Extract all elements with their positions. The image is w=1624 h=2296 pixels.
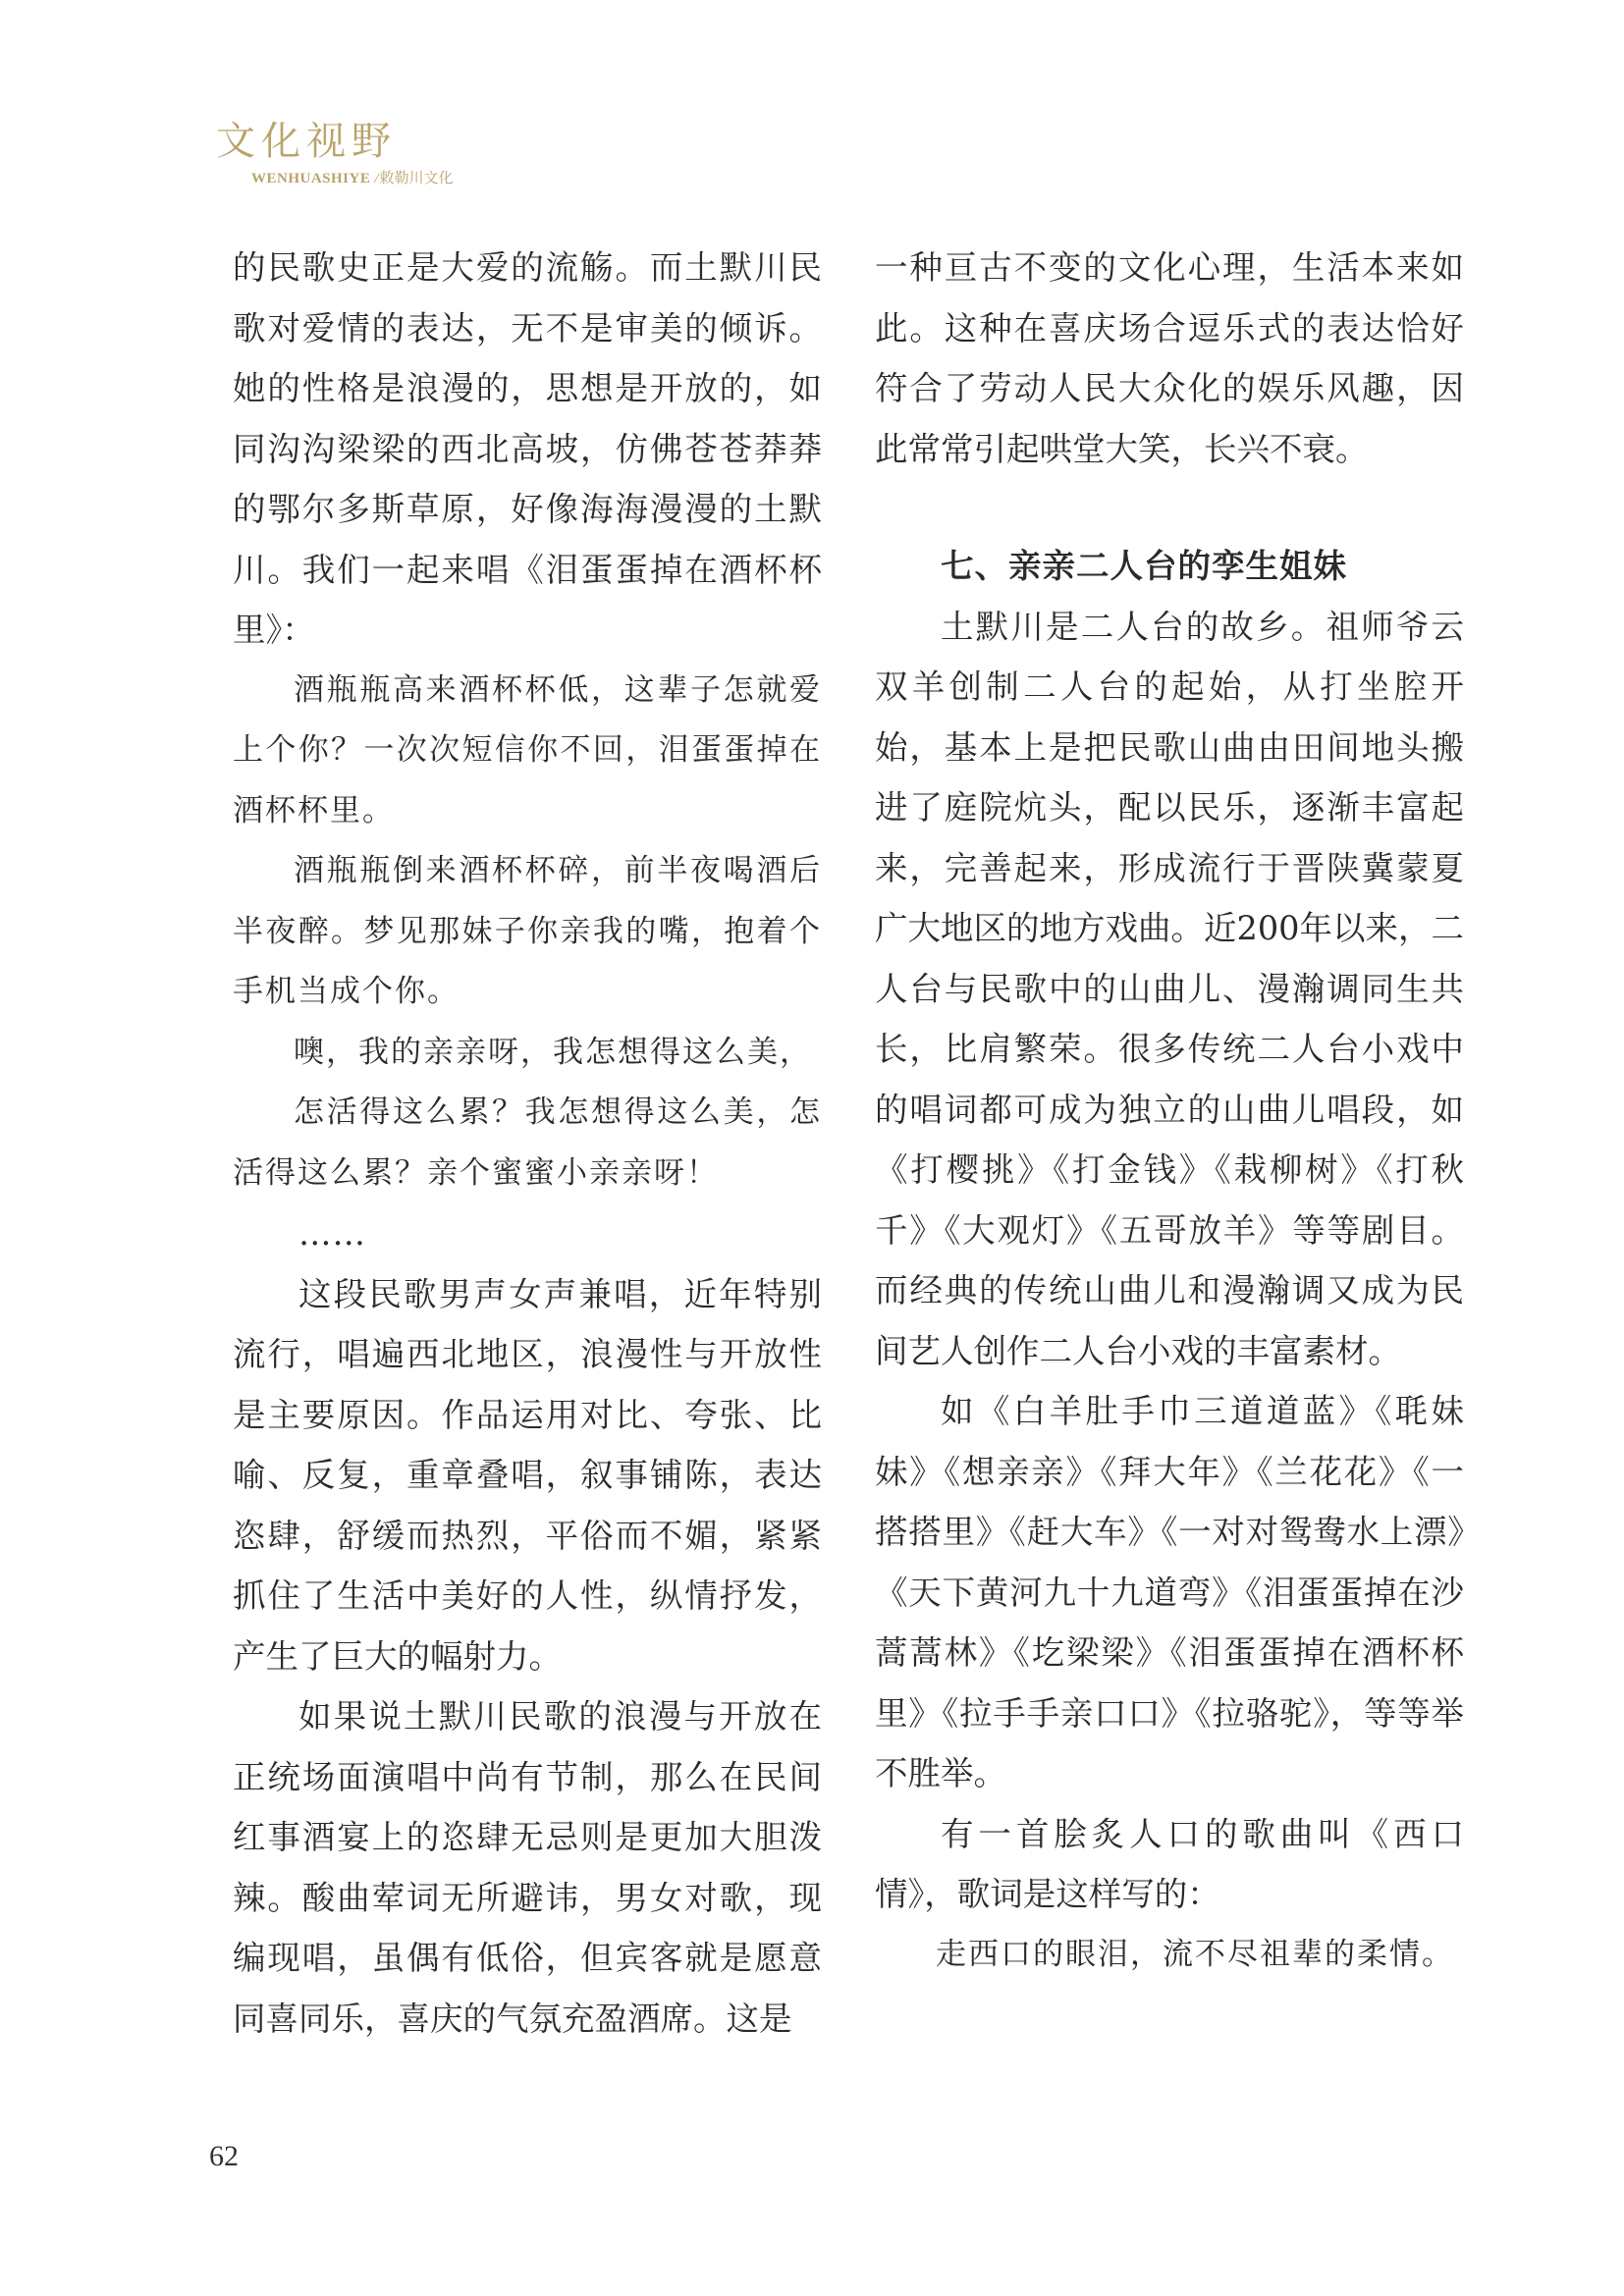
lyric-line: 噢，我的亲亲呀，我怎想得这么美， bbox=[294, 1034, 812, 1070]
lyric-ellipsis: …… bbox=[298, 1214, 366, 1253]
section-subtitle-column-name: 敕勒川文化 bbox=[379, 171, 454, 187]
lyric-line: 走西口的眼泪，流不尽祖辈的柔情。 bbox=[936, 1936, 1454, 1972]
section-subtitle-pinyin: WENHUASHIYE bbox=[251, 171, 371, 187]
body-paragraph: 如《白羊肚手巾三道道蓝》《毦妹妹》《想亲亲》《拜大年》《兰花花》《一搭搭里》《赶大车》《一对对鸳鸯水上漂》《天下黄河九十九道弯》《泪蛋蛋掉在沙蒿蒿林》《圪梁梁》《泪蛋蛋掉在酒杯杯里》《拉手手亲口口》《拉骆驼》，等等举不胜举。 bbox=[875, 1392, 1464, 1792]
lyric-stanza: 酒瓶瓶高来酒杯杯低，这辈子怎就爱上个你？一次次短信你不回，泪蛋蛋掉在酒杯杯里。 bbox=[233, 671, 822, 828]
left-column bbox=[233, 238, 822, 2049]
body-paragraph: 这段民歌男声女声兼唱，近年特别流行，唱遍西北地区，浪漫性与开放性是主要原因。作品运用对比、夸张、比喻、反复，重章叠唱，叙事铺陈，表达恣肆，舒缓而热烈，平俗而不媚，紧紧抓住了生活中美好的人性，纵情抒发，产生了巨大的幅射力。 bbox=[233, 1274, 822, 1676]
right-column bbox=[875, 238, 1464, 1985]
body-paragraph: 的民歌史正是大爱的流觞。而土默川民歌对爱情的表达，无不是审美的倾诉。她的性格是浪漫的，思想是开放的，如同沟沟梁梁的西北高坡，仿佛苍苍莽莽的鄂尔多斯草原，好像海海漫漫的土默川。我们一起来唱《泪蛋蛋掉在酒杯杯里》： bbox=[233, 248, 822, 649]
section-heading: 七、亲亲二人台的孪生姐妹 bbox=[941, 547, 1347, 585]
body-paragraph: 如果说土默川民歌的浪漫与开放在正统场面演唱中尚有节制，那么在民间红事酒宴上的恣肆无忌则是更加大胆泼辣。酸曲荤词无所避讳，男女对歌，现编现唱，虽偶有低俗，但宾客就是愿意同喜同乐，喜庆的气氛充盈酒席。这是 bbox=[233, 1697, 822, 2038]
body-paragraph: 有一首脍炙人口的歌曲叫《西口情》，歌词是这样写的： bbox=[875, 1814, 1464, 1913]
lyric-stanza: 酒瓶瓶倒来酒杯杯碎，前半夜喝酒后半夜醉。梦见那妹子你亲我的嘴，抱着个手机当成个你。 bbox=[233, 853, 822, 1009]
page-number: 62 bbox=[209, 2140, 239, 2172]
section-spacer bbox=[875, 479, 1464, 536]
body-paragraph: 一种亘古不变的文化心理，生活本来如此。这种在喜庆场合逗乐式的表达恰好符合了劳动人民大众化的娱乐风趣，因此常常引起哄堂大笑，长兴不衰。 bbox=[875, 248, 1464, 468]
running-header bbox=[216, 110, 805, 188]
lyric-line: 怎活得这么累？我怎想得这么美，怎活得这么累？亲个蜜蜜小亲亲呀！ bbox=[233, 1095, 822, 1191]
body-paragraph: 土默川是二人台的故乡。祖师爷云双羊创制二人台的起始，从打坐腔开始，基本上是把民歌山曲由田间地头搬进了庭院炕头，配以民乐，逐渐丰富起来，完善起来，形成流行于晋陕冀蒙夏广大地区的地方戏曲。近200年以来，二人台与民歌中的山曲儿、漫瀚调同生共长，比肩繁荣。很多传统二人台小戏中的唱词都可成为独立的山曲儿唱段，如《打樱挑》《打金钱》《栽柳树》《打秋千》《大观灯》《五哥放羊》等等剧目。而经典的传统山曲儿和漫瀚调又成为民间艺人创作二人台小戏的丰富素材。 bbox=[875, 607, 1464, 1370]
section-title: 文化视野 bbox=[216, 119, 397, 164]
section-subtitle-slash: / bbox=[374, 171, 379, 187]
section-subtitle bbox=[251, 167, 454, 187]
